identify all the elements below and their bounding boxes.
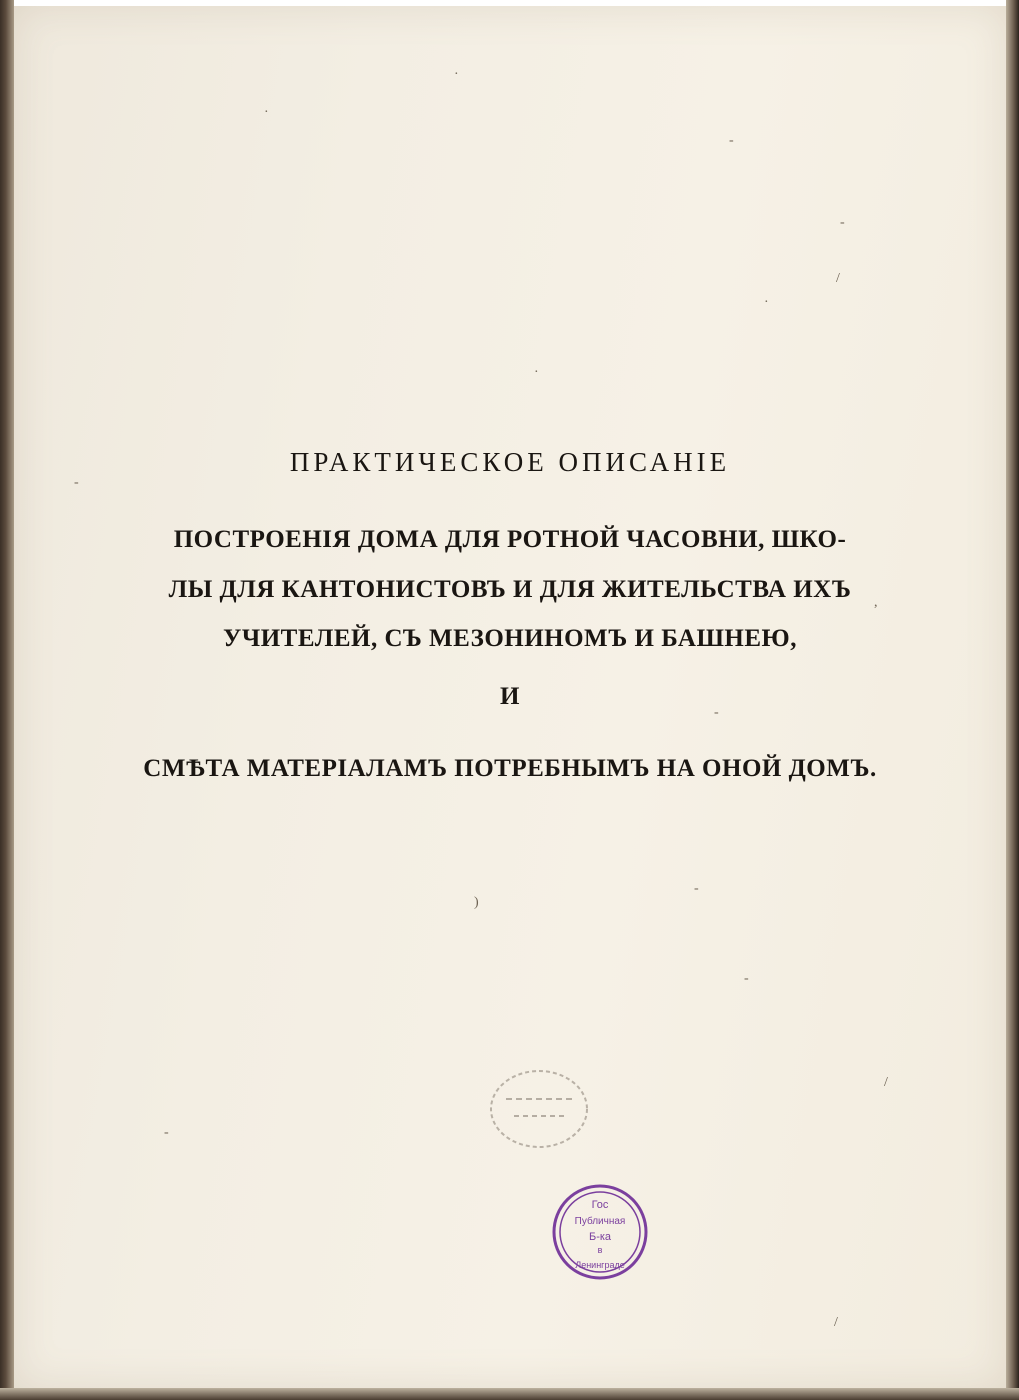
subtitle-line-3: УЧИТЕЛЕЙ, СЪ МЕЗОНИНОМЪ И БАШНЕЮ,: [223, 625, 797, 652]
svg-text:Публичная: Публичная: [574, 1216, 626, 1227]
dust-speck: ·: [764, 295, 769, 310]
dust-speck: ): [474, 895, 479, 910]
library-stamp: [548, 1180, 652, 1284]
svg-text:Ленинграде: Ленинграде: [575, 1260, 625, 1270]
svg-text:Гос: Гос: [591, 1199, 609, 1211]
dust-speck: ·: [264, 105, 269, 120]
page-edge-bottom: [0, 1388, 1019, 1400]
dust-speck: -: [164, 1125, 169, 1140]
dust-speck: ·: [454, 67, 459, 82]
dust-speck: /: [836, 271, 840, 286]
dust-speck: /: [834, 1315, 838, 1330]
svg-text:Б-ка: Б-ка: [588, 1231, 612, 1243]
subtitle-line-1: ПОСТРОЕНІЯ ДОМА ДЛЯ РОТНОЙ ЧАСОВНИ, ШКО-: [173, 526, 847, 553]
dust-speck: /: [884, 1075, 888, 1090]
faint-stamp: [484, 1064, 594, 1154]
dust-speck: -: [714, 705, 719, 720]
dust-speck: -: [74, 475, 79, 490]
estimate-line: СМѢТА МАТЕРІАЛАМЪ ПОТРЕБНЫМЪ НА ОНОЙ ДОМЪ.: [143, 755, 877, 782]
conjunction: И: [500, 683, 520, 710]
dust-speck: -: [840, 215, 845, 230]
dust-speck: ,: [874, 595, 878, 610]
page-edge-right: [1006, 0, 1019, 1400]
dust-speck: -: [694, 881, 699, 896]
dust-speck: -: [744, 971, 749, 986]
subtitle-line-2: ЛЫ ДЛЯ КАНТОНИСТОВЪ И ДЛЯ ЖИТЕЛЬСТВА ИХЪ: [168, 576, 852, 603]
dust-speck: ·: [534, 365, 539, 380]
document-title: ПРАКТИЧЕСКОЕ ОПИСАНІЕ: [289, 447, 731, 477]
svg-text:в: в: [597, 1245, 603, 1255]
binding-edge-left: [0, 0, 14, 1400]
dust-speck: -: [729, 133, 734, 148]
